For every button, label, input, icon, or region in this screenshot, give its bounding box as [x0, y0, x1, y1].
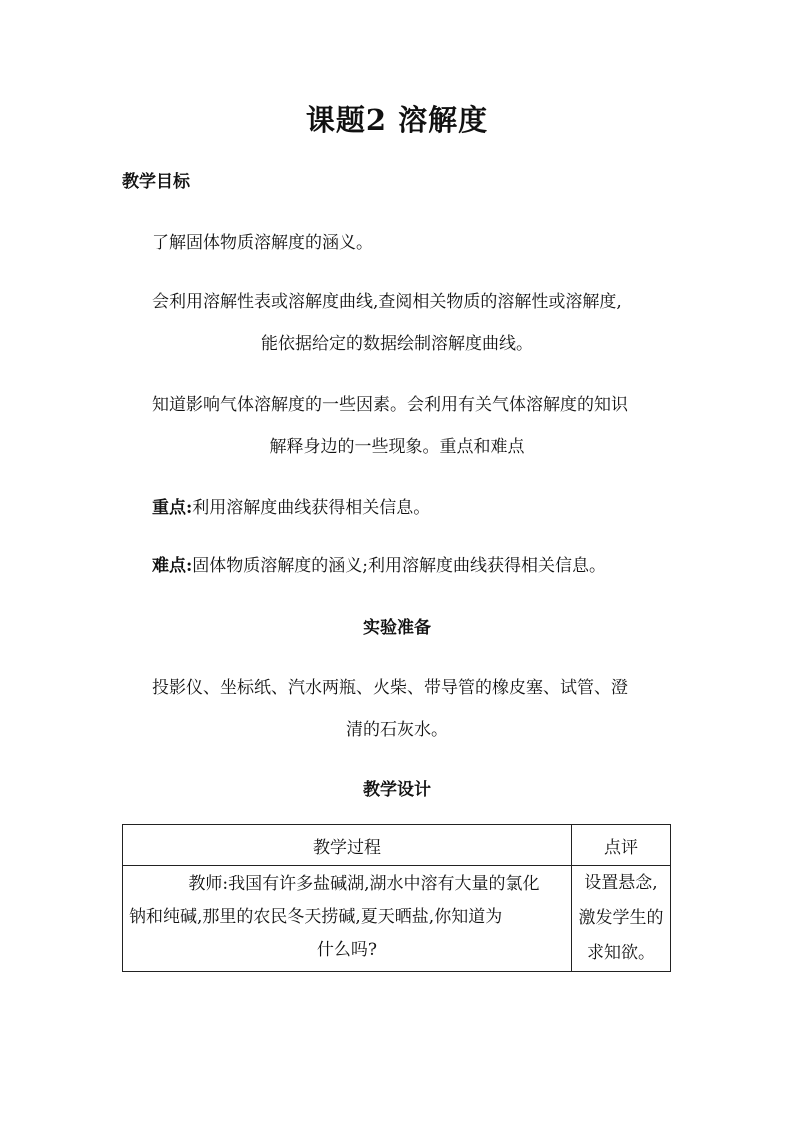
process-line-3: 什么吗? [316, 940, 378, 960]
objective-2-line-2: 能依据给定的数据绘制溶解度曲线。 [261, 334, 533, 354]
page-title: 课题2 溶解度 [305, 103, 489, 137]
key-point-text: 利用溶解度曲线获得相关信息。 [192, 498, 431, 518]
process-line-2: 钠和纯碱,那里的农民冬天捞碱,夏天晒盐,你知道为 [129, 907, 503, 927]
table-row [123, 866, 671, 972]
column-header-process: 教学过程 [123, 825, 572, 866]
objective-2-line-1: 会利用溶解性表或溶解度曲线,查阅相关物质的溶解性或溶解度, [152, 292, 622, 312]
key-point [152, 493, 430, 518]
objective-1: 了解固体物质溶解度的涵义。 [152, 233, 373, 253]
process-cell [123, 866, 572, 972]
objectives-heading: 教学目标 [122, 172, 190, 192]
table-header-row [123, 825, 671, 866]
comment-line-3: 求知欲。 [586, 943, 655, 963]
preparation-heading: 实验准备 [363, 618, 431, 638]
comment-line-1: 设置悬念, [584, 873, 658, 893]
objective-3-line-1: 知道影响气体溶解度的一些因素。会利用有关气体溶解度的知识 [152, 395, 628, 415]
comment-line-2: 激发学生的 [578, 908, 664, 928]
preparation-line-2: 清的石灰水。 [346, 720, 448, 740]
difficult-point [152, 551, 606, 576]
design-heading: 教学设计 [363, 780, 431, 800]
process-line-1: 教师:我国有许多盐碱湖,湖水中溶有大量的氯化 [188, 874, 540, 894]
key-point-label: 重点: [152, 498, 193, 518]
column-header-comment: 点评 [571, 825, 670, 866]
difficult-point-label: 难点: [152, 556, 193, 576]
teaching-design-table [122, 824, 671, 972]
difficult-point-text: 固体物质溶解度的涵义;利用溶解度曲线获得相关信息。 [192, 556, 607, 576]
comment-cell [571, 866, 670, 972]
preparation-line-1: 投影仪、坐标纸、汽水两瓶、火柴、带导管的橡皮塞、试管、澄 [152, 678, 628, 698]
objective-3-line-2: 解释身边的一些现象。重点和难点 [269, 437, 525, 457]
